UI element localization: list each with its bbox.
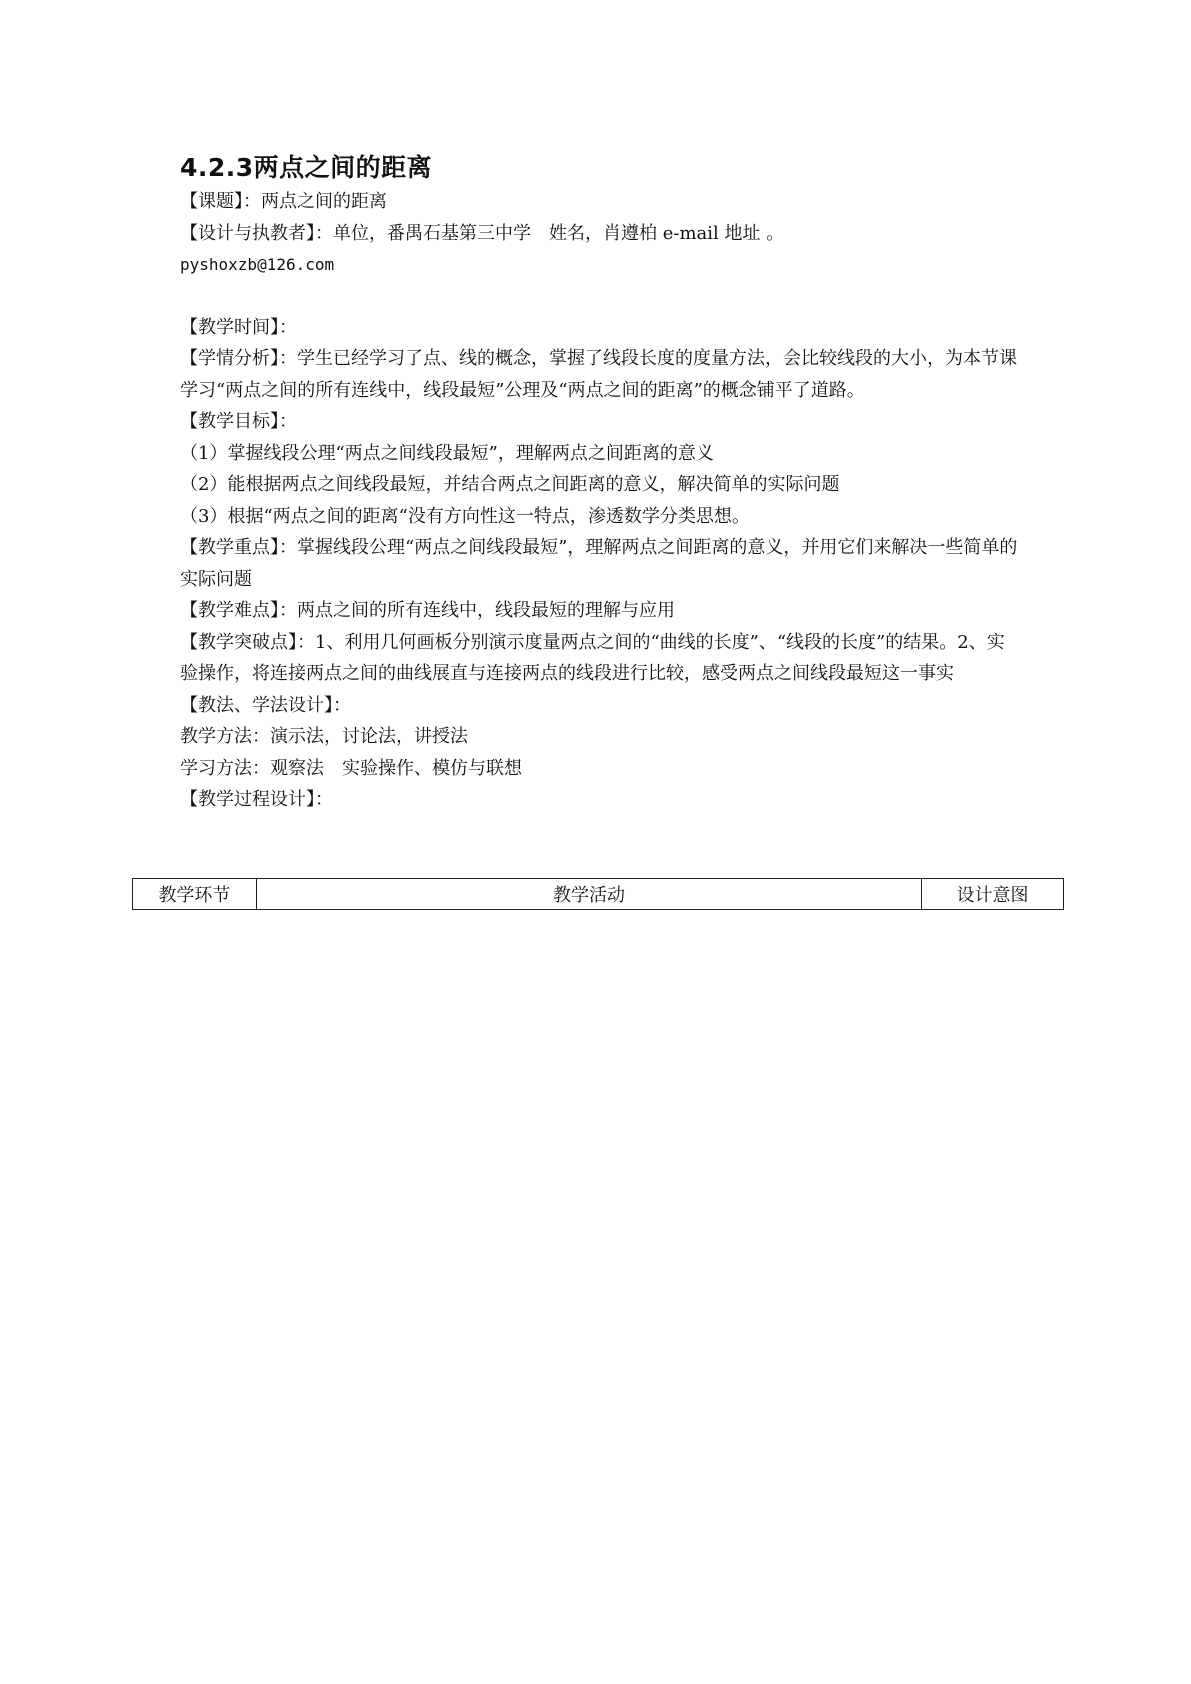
goal-item-2 <box>180 469 1020 501</box>
table-header-row <box>133 879 1064 910</box>
teaching-goals-text: ： <box>279 411 297 432</box>
goal-item-1 <box>180 438 1020 470</box>
designer-line <box>180 218 1020 250</box>
topic-label: 【课题】 <box>180 191 243 212</box>
difficulty-label: 【教学难点】 <box>180 600 279 621</box>
table-header-cell: 教学活动 <box>256 879 921 910</box>
breakthrough-label: 【教学突破点】 <box>180 631 297 653</box>
process-design-line <box>180 784 1020 816</box>
email-line <box>180 249 1020 281</box>
learning-method-text: 学习方法：观察法 实验操作、模仿与联想 <box>180 757 522 779</box>
goal-item-1-text: （1）掌握线段公理“两点之间线段最短”，理解两点之间距离的意义 <box>180 442 714 464</box>
goal-item-3-text: （3）根据“两点之间的距离“没有方向性这一特点，渗透数学分类思想。 <box>180 505 750 527</box>
document-body <box>180 150 1020 816</box>
breakthrough-line <box>180 627 1020 690</box>
process-design-label: 【教学过程设计】 <box>180 789 315 810</box>
teaching-time-line <box>180 312 1020 344</box>
breakthrough-text: ：1、利用几何画板分别演示度量两点之间的“曲线的长度”、“线段的长度”的结果。2、实验操作，将连接两点之间的曲线展直与连接两点的线段进行比较，感受两点之间线段最短这一事实 <box>180 631 1005 684</box>
goal-item-3 <box>180 501 1020 533</box>
method-design-text: ： <box>333 694 351 716</box>
topic-text: ：两点之间的距离 <box>243 191 387 212</box>
key-points-line <box>180 532 1020 595</box>
process-table <box>132 878 1064 910</box>
student-analysis-label: 【学情分析】 <box>180 348 279 369</box>
key-points-label: 【教学重点】 <box>180 537 279 558</box>
teaching-method-text: 教学方法：演示法，讨论法，讲授法 <box>180 726 468 747</box>
process-design-text: ： <box>315 789 333 810</box>
student-analysis-text: ：学生已经学习了点、线的概念，掌握了线段长度的度量方法，会比较线段的大小，为本节课学习“两点之间的所有连线中，线段最短”公理及“两点之间的距离”的概念铺平了道路。 <box>180 348 1017 401</box>
designer-text: ：单位，番禺石基第三中学 姓名，肖遵柏 e-mail 地址 。 <box>315 222 785 244</box>
email-text: pyshoxzb@126.com <box>180 255 335 274</box>
teaching-time-label: 【教学时间】 <box>180 316 279 338</box>
learning-method-line <box>180 753 1020 785</box>
goal-item-2-text: （2）能根据两点之间线段最短，并结合两点之间距离的意义，解决简单的实际问题 <box>180 474 840 495</box>
teaching-time-text: ： <box>279 316 297 338</box>
teaching-goals-label: 【教学目标】 <box>180 411 279 432</box>
method-design-label: 【教法、学法设计】 <box>180 694 333 716</box>
blank-line <box>180 281 1020 312</box>
method-design-line <box>180 690 1020 722</box>
document-title: 4.2.3两点之间的距离 <box>180 153 433 182</box>
topic-line <box>180 186 1020 218</box>
designer-label: 【设计与执教者】 <box>180 222 315 244</box>
key-points-text: ：掌握线段公理“两点之间线段最短”，理解两点之间距离的意义，并用它们来解决一些简单的实际问题 <box>180 537 1018 590</box>
teaching-method-line <box>180 721 1020 753</box>
student-analysis-line <box>180 343 1020 406</box>
difficulty-line <box>180 595 1020 627</box>
table-header-cell: 设计意图 <box>922 879 1064 910</box>
table-header-cell: 教学环节 <box>133 879 257 910</box>
difficulty-text: ：两点之间的所有连线中，线段最短的理解与应用 <box>279 600 675 621</box>
teaching-goals-line <box>180 406 1020 438</box>
